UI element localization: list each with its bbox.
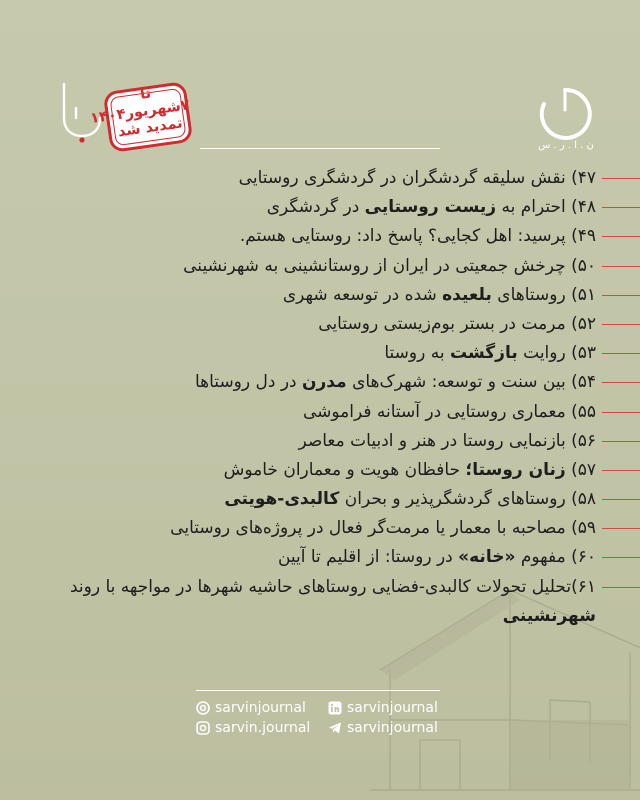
- topic-text-part: به روستا: [384, 343, 450, 364]
- telegram-icon: [328, 721, 342, 735]
- topic-marker-line: [602, 178, 640, 179]
- topic-text: [36, 456, 596, 485]
- topic-text-part: در دل روستاها: [194, 372, 303, 393]
- topic-text-bold: شهرنشینی: [502, 605, 596, 626]
- instagram-icon: [196, 721, 210, 735]
- topic-marker-line: [602, 587, 640, 588]
- topic-marker-line: [602, 382, 640, 383]
- topic-text: [36, 398, 596, 427]
- topic-text-part: ۵۵) معماری روستایی در آستانه فراموشی: [302, 401, 596, 422]
- topic-marker-line: [602, 266, 640, 267]
- topic-text-part: حافظان هویت و معماران خاموش: [223, 459, 466, 480]
- topic-marker-line: [602, 353, 640, 354]
- topic-text: [36, 427, 596, 456]
- social-email[interactable]: [196, 700, 306, 716]
- stamp-line-date: تا ۷شهریور۱۴۰۴: [89, 85, 191, 127]
- topic-text: [36, 222, 596, 251]
- topic-text-part: ۵۸) روستاهای گردشگرپذیر و بحران: [339, 489, 596, 510]
- topic-marker-line: [602, 207, 640, 208]
- topic-marker-line: [602, 236, 640, 237]
- topic-item: [0, 310, 640, 339]
- top-divider: [200, 148, 440, 149]
- topic-text-bold: بازگشت: [449, 343, 518, 364]
- topic-marker-line: [602, 324, 640, 325]
- topic-text-bold: «خانه»: [458, 547, 516, 568]
- email-handle: sarvinjournal: [215, 700, 306, 716]
- topic-text-part: ۵۳) روایت: [517, 343, 596, 364]
- topic-marker-line: [602, 412, 640, 413]
- stamp-line-extended: تمدید شد: [116, 115, 184, 141]
- topic-item: [0, 281, 640, 310]
- topic-text: [36, 368, 596, 397]
- topic-text: [36, 193, 596, 222]
- linkedin-handle: sarvinjournal: [347, 700, 438, 716]
- topic-text-part: در گردشگری: [266, 197, 365, 218]
- topic-text-part: ۴۹) پرسید: اهل کجایی؟ پاسخ داد: روستایی هستم.: [239, 226, 596, 247]
- social-instagram[interactable]: [196, 720, 310, 736]
- topic-item: [0, 514, 640, 543]
- topic-item: [0, 339, 640, 368]
- topic-item: [0, 398, 640, 427]
- topic-text-bold: بلعیده: [442, 284, 492, 305]
- topic-item: [0, 193, 640, 222]
- topic-text-part: در روستا: از اقلیم تا آیین: [277, 547, 459, 568]
- topic-text: [36, 164, 596, 193]
- topic-text-part: ۵۹) مصاحبه با معمار یا مرمت‌گر فعال در پروژه‌های روستایی: [170, 518, 596, 539]
- topic-text-part: شده در توسعه شهری: [282, 284, 443, 305]
- linkedin-icon: [328, 701, 342, 715]
- topic-marker-line: [602, 470, 640, 471]
- bottom-divider: [196, 690, 440, 691]
- topic-item: [0, 427, 640, 456]
- topic-item: [0, 164, 640, 193]
- topic-text-part: ۴۷) نقش سلیقه گردشگران در گردشگری روستایی: [238, 168, 596, 188]
- topic-text: [36, 252, 596, 281]
- topic-text-part: ۴۸) احترام به: [496, 197, 596, 218]
- topic-text-part: ۵۲) مرمت در بستر بوم‌زیستی روستایی: [318, 313, 596, 334]
- topic-text: [36, 281, 596, 310]
- topic-item: [0, 368, 640, 397]
- topic-text: [36, 485, 596, 514]
- topic-item: [0, 573, 640, 631]
- social-telegram[interactable]: [328, 720, 438, 736]
- logo-caption: ن . ا . ر . س: [538, 140, 594, 151]
- topic-text: [36, 339, 596, 368]
- topic-text-part: ۵۶) بازنمایی روستا در هنر و ادبیات معاصر: [298, 430, 596, 451]
- topic-text-part: ۶۰) مفهوم: [515, 547, 596, 568]
- topic-text-part: ۵۰) چرخش جمعیتی در ایران از روستانشینی به شهرنشینی: [183, 255, 596, 276]
- topic-marker-line: [602, 528, 640, 529]
- topic-text-part: ۶۱)تحلیل تحولات کالبدی-فضایی روستاهای حاشیه شهرها در مواجهه با روند: [70, 576, 596, 597]
- topic-text-bold: کالبدی-هویتی: [224, 489, 340, 510]
- instagram-handle: sarvin.journal: [215, 720, 311, 736]
- topic-text: [36, 573, 596, 631]
- topic-item: [0, 222, 640, 251]
- topic-marker-line: [602, 557, 640, 558]
- topic-text-part: ۵۴) بین سنت و توسعه: شهرک‌های: [346, 372, 596, 393]
- topic-item: [0, 252, 640, 281]
- topics-list: [0, 164, 640, 631]
- topic-text-bold: زیست روستایی: [364, 197, 497, 218]
- topic-text-part: ۵۷): [565, 459, 596, 480]
- topic-text: [36, 514, 596, 543]
- topic-text: [36, 543, 596, 572]
- topic-text: [36, 310, 596, 339]
- email-icon: [196, 701, 210, 715]
- topic-marker-line: [602, 295, 640, 296]
- topic-marker-line: [602, 499, 640, 500]
- social-linkedin[interactable]: [328, 700, 438, 716]
- topic-text-bold: زنان روستا؛: [465, 459, 566, 480]
- topic-item: [0, 456, 640, 485]
- topic-text-bold: مدرن: [302, 372, 347, 393]
- telegram-handle: sarvinjournal: [347, 720, 438, 736]
- topic-text-part: ۵۱) روستاهای: [491, 284, 596, 305]
- topic-marker-line: [602, 441, 640, 442]
- topic-item: [0, 543, 640, 572]
- topic-item: [0, 485, 640, 514]
